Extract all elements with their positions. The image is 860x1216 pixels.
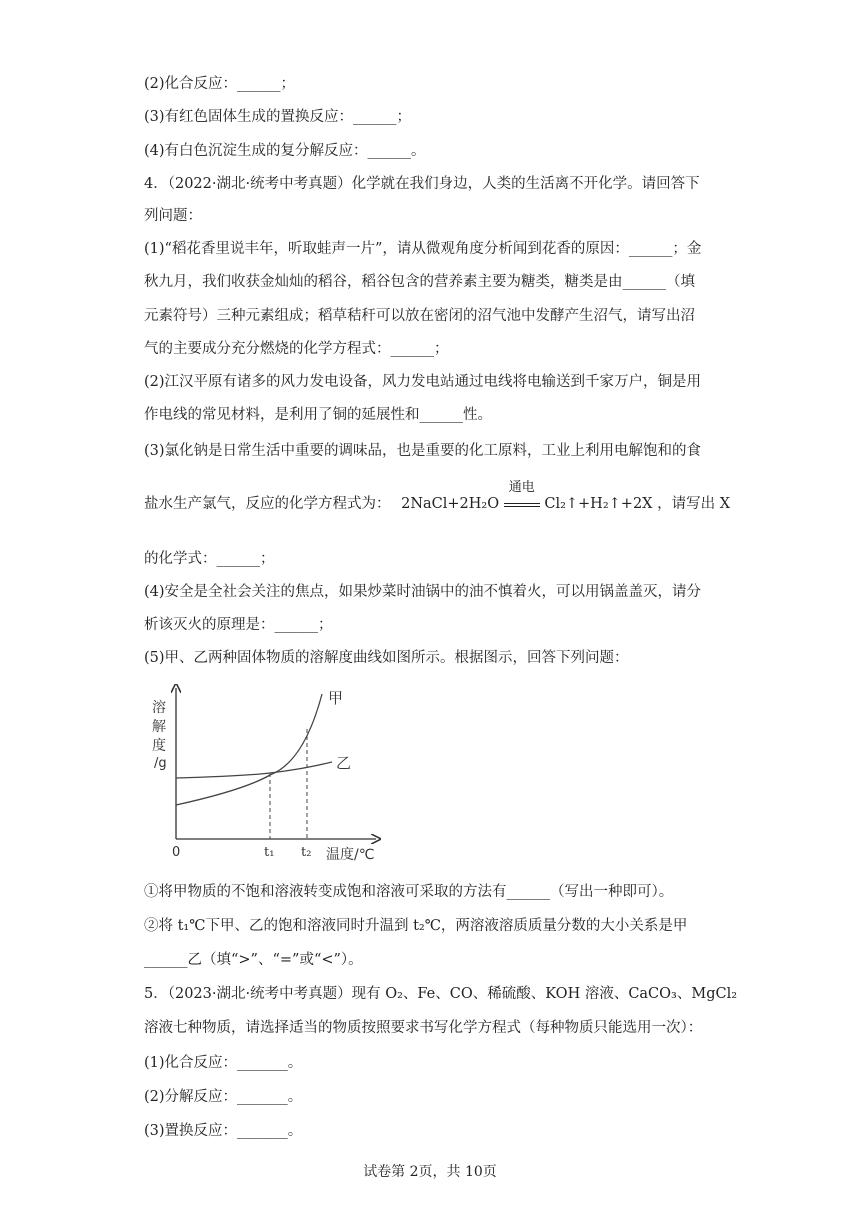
- y-axis-label-4: /g: [154, 756, 167, 771]
- q4-part3-line3: 的化学式：______；: [144, 551, 275, 567]
- page-footer: 试卷第 2页，共 10页: [363, 1164, 497, 1180]
- y-axis-label: 溶: [152, 700, 166, 716]
- q3-item-4: (4)有白色沉淀生成的复分解反应：______。: [144, 143, 426, 159]
- equation-rhs: Cl₂↑+H₂↑+2X: [544, 496, 653, 512]
- q4-heading: 4．（2022·湖北·统考中考真题）化学就在我们身边，人类的生活离不开化学。请回答下: [144, 176, 700, 192]
- q4-part2-line1: (2)江汉平原有诸多的风力发电设备，风力发电站通过电线将电输送到千家万户，铜是用: [144, 374, 702, 390]
- equation-intro: 盐水生产氯气，反应的化学方程式为：: [144, 496, 391, 512]
- equation-outro: ，请写出 X: [657, 496, 731, 512]
- q4-part1-line1: (1)“稻花香里说丰年，听取蛙声一片”，请从微观角度分析闻到花香的原因：______；金: [144, 241, 702, 257]
- series-label-yi: 乙: [336, 754, 352, 772]
- q4-part4-line1: (4)安全是全社会关注的焦点，如果炒菜时油锅中的油不慎着火，可以用锅盖盖灭，请分: [144, 584, 702, 600]
- q4-heading-cont: 列问题：: [144, 208, 202, 224]
- chemical-equation: [401, 480, 653, 514]
- q4-part1-line2: 秋九月，我们收获金灿灿的稻谷，稻谷包含的营养素主要为糖类，糖类是由______（填: [144, 274, 695, 290]
- q4-part2-line2: 作电线的常见材料，是利用了铜的延展性和______性。: [144, 407, 492, 423]
- y-axis-label-3: 度: [152, 738, 166, 754]
- q3-item-2: (2)化合反应：______；: [144, 76, 296, 92]
- q4-part3-line2: [144, 480, 731, 514]
- x-axis-label: 温度/℃: [326, 847, 375, 863]
- q4-part4-line2: 析该灭火的原理是：______；: [144, 617, 333, 633]
- x-tick-t1: t₁: [264, 845, 275, 860]
- q4-part1-line3: 元素符号）三种元素组成；稻草秸秆可以放在密闭的沼气池中发酵产生沼气，请写出沼: [144, 308, 695, 324]
- q4-part5-sub1: ①将甲物质的不饱和溶液转变成饱和溶液可采取的方法有______（写出一种即可）。: [144, 884, 674, 900]
- q5-heading-cont: 溶液七种物质，请选择适当的物质按照要求书写化学方程式（每种物质只能选用一次）：: [144, 1020, 703, 1036]
- equation-lhs: 2NaCl+2H₂O: [401, 496, 500, 512]
- equation-condition: 通电: [508, 480, 535, 495]
- q5-item-2: (2)分解反应：_______。: [144, 1089, 303, 1105]
- q3-item-3: (3)有红色固体生成的置换反应：______；: [144, 109, 412, 125]
- q5-heading: 5．（2023·湖北·统考中考真题）现有 O₂、Fe、CO、稀硫酸、KOH 溶液、CaCO₃、MgCl₂: [144, 986, 738, 1002]
- series-label-jia: 甲: [328, 689, 344, 707]
- x-tick-t2: t₂: [301, 845, 312, 860]
- origin-label: 0: [172, 845, 181, 860]
- y-axis-label-2: 解: [152, 719, 166, 735]
- series-jia-curve: [176, 694, 322, 805]
- q5-item-1: (1)化合反应：_______。: [144, 1055, 303, 1071]
- q5-item-3: (3)置换反应：_______。: [144, 1123, 303, 1139]
- q4-part5-sub2-line1: ②将 t₁℃下甲、乙的饱和溶液同时升温到 t₂℃，两溶液溶质质量分数的大小关系是甲: [144, 918, 688, 934]
- q4-part1-line4: 气的主要成分充分燃烧的化学方程式：______；: [144, 341, 449, 357]
- q4-part3-line1: (3)氯化钠是日常生活中重要的调味品，也是重要的化工原料，工业上利用电解饱和的食: [144, 443, 702, 459]
- series-yi-curve: [176, 762, 332, 778]
- q4-part5-intro: (5)甲、乙两种固体物质的溶解度曲线如图所示。根据图示，回答下列问题：: [144, 650, 629, 666]
- solubility-chart: [144, 684, 384, 864]
- q4-part5-sub2-line2: ______乙（填“>”、“=”或“<”）。: [144, 952, 363, 968]
- equation-arrow: [504, 480, 540, 514]
